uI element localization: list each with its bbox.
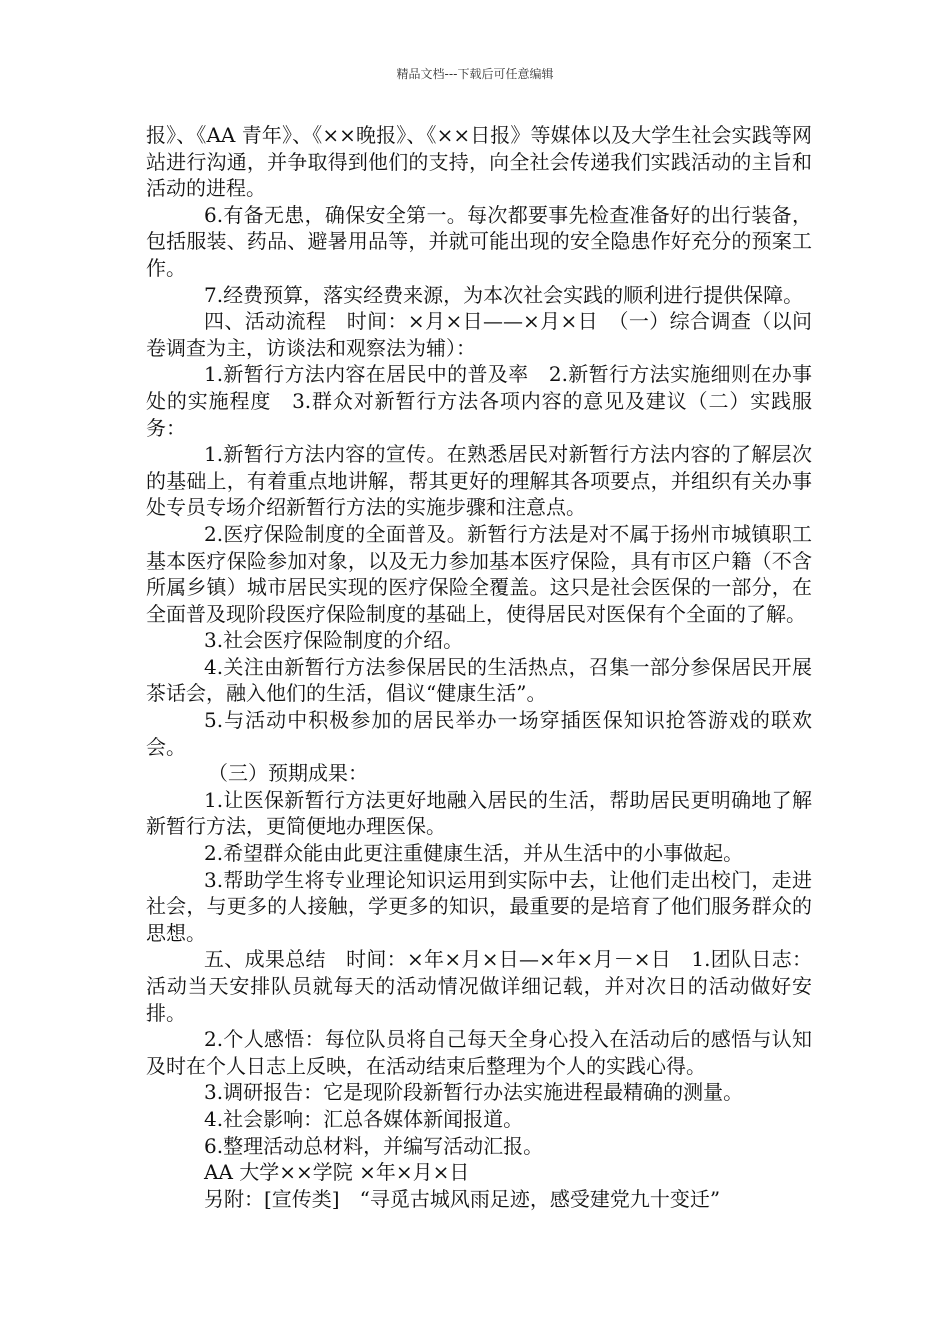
paragraph-service-4: 4.关注由新暂行方法参保居民的生活热点，召集一部分参保居民开展茶话会，融入他们的生活，倡议“健康生活”。 bbox=[146, 654, 812, 706]
paragraph-service-5: 5.与活动中积极参加的居民举办一场穿插医保知识抢答游戏的联欢会。 bbox=[146, 708, 812, 759]
paragraph-result-2: 2.希望群众能由此更注重健康生活，并从生活中的小事做起。 bbox=[204, 841, 744, 866]
document-body bbox=[146, 122, 812, 1212]
paragraph-summary-4: 4.社会影响：汇总各媒体新闻报道。 bbox=[204, 1106, 524, 1131]
signature-line: AA 大学××学院 ×年×月×日 bbox=[204, 1160, 470, 1185]
paragraph-result-1: 1.让医保新暂行方法更好地融入居民的生活，帮助居民更明确地了解新暂行方法，更简便地办理医保。 bbox=[146, 787, 812, 839]
paragraph-media-contact: 报》、《AA 青年》、《××晚报》、《××日报》等媒体以及大学生社会实践等网站进行沟通，并争取得到他们的支持，向全社会传递我们实践活动的主旨和活动的进程。 bbox=[146, 123, 812, 201]
section-activity-process: 四、活动流程 时间：×月×日——×月×日 （一）综合调查（以问卷调查为主，访谈法和观察法为辅）： bbox=[146, 309, 812, 360]
page-header: 精品文档---下载后可任意编辑 bbox=[396, 67, 554, 81]
paragraph-summary-3: 3.调研报告：它是现阶段新暂行办法实施进程最精确的测量。 bbox=[204, 1080, 744, 1105]
subsection-expected-results: （三）预期成果： bbox=[208, 761, 368, 786]
appendix-line: 另附：[宣传类] “寻觅古城风雨足迹，感受建党九十变迁” bbox=[204, 1186, 721, 1211]
paragraph-summary-6: 6.整理活动总材料，并编写活动汇报。 bbox=[204, 1133, 544, 1158]
paragraph-budget: 7.经费预算，落实经费来源，为本次社会实践的顺利进行提供保障。 bbox=[204, 282, 804, 307]
paragraph-result-3: 3.帮助学生将专业理论知识运用到实际中去，让他们走出校门，走进社会，与更多的人接触，学更多的知识，最重要的是培育了他们服务群众的思想。 bbox=[146, 867, 812, 945]
paragraph-service-1: 1.新暂行方法内容的宣传。在熟悉居民对新暂行方法内容的了解层次的基础上，有着重点地讲解，帮其更好的理解其各项要点，并组织有关办事处专员专场介绍新暂行方法的实施步骤和注意点。 bbox=[146, 442, 812, 520]
section-summary: 五、成果总结 时间：×年×月×日—×年×月－×日 1.团队日志：活动当天安排队员就每天的活动情况做详细记载，并对次日的活动做好安排。 bbox=[146, 947, 812, 1025]
paragraph-service-3: 3.社会医疗保险制度的介绍。 bbox=[204, 628, 464, 653]
paragraph-survey-items: 1.新暂行方法内容在居民中的普及率 2.新暂行方法实施细则在办事处的实施程度 3.群众对新暂行方法各项内容的意见及建议（二）实践服务： bbox=[146, 362, 812, 440]
paragraph-safety: 6.有备无患，确保安全第一。每次都要事先检查准备好的出行装备，包括服装、药品、避暑用品等，并就可能出现的安全隐患作好充分的预案工作。 bbox=[146, 202, 812, 280]
paragraph-summary-2: 2.个人感悟：每位队员将自己每天全身心投入在活动后的感悟与认知及时在个人日志上反映，在活动结束后整理为个人的实践心得。 bbox=[146, 1027, 812, 1078]
paragraph-service-2: 2.医疗保险制度的全面普及。新暂行方法是对不属于扬州市城镇职工基本医疗保险参加对象，以及无力参加基本医疗保险，具有市区户籍（不含所属乡镇）城市居民实现的医疗保险全覆盖。这只是社会医保的一部分，在全面普及现阶段医疗保险制度的基础上，使得居民对医保有个全面的了解。 bbox=[146, 521, 812, 626]
